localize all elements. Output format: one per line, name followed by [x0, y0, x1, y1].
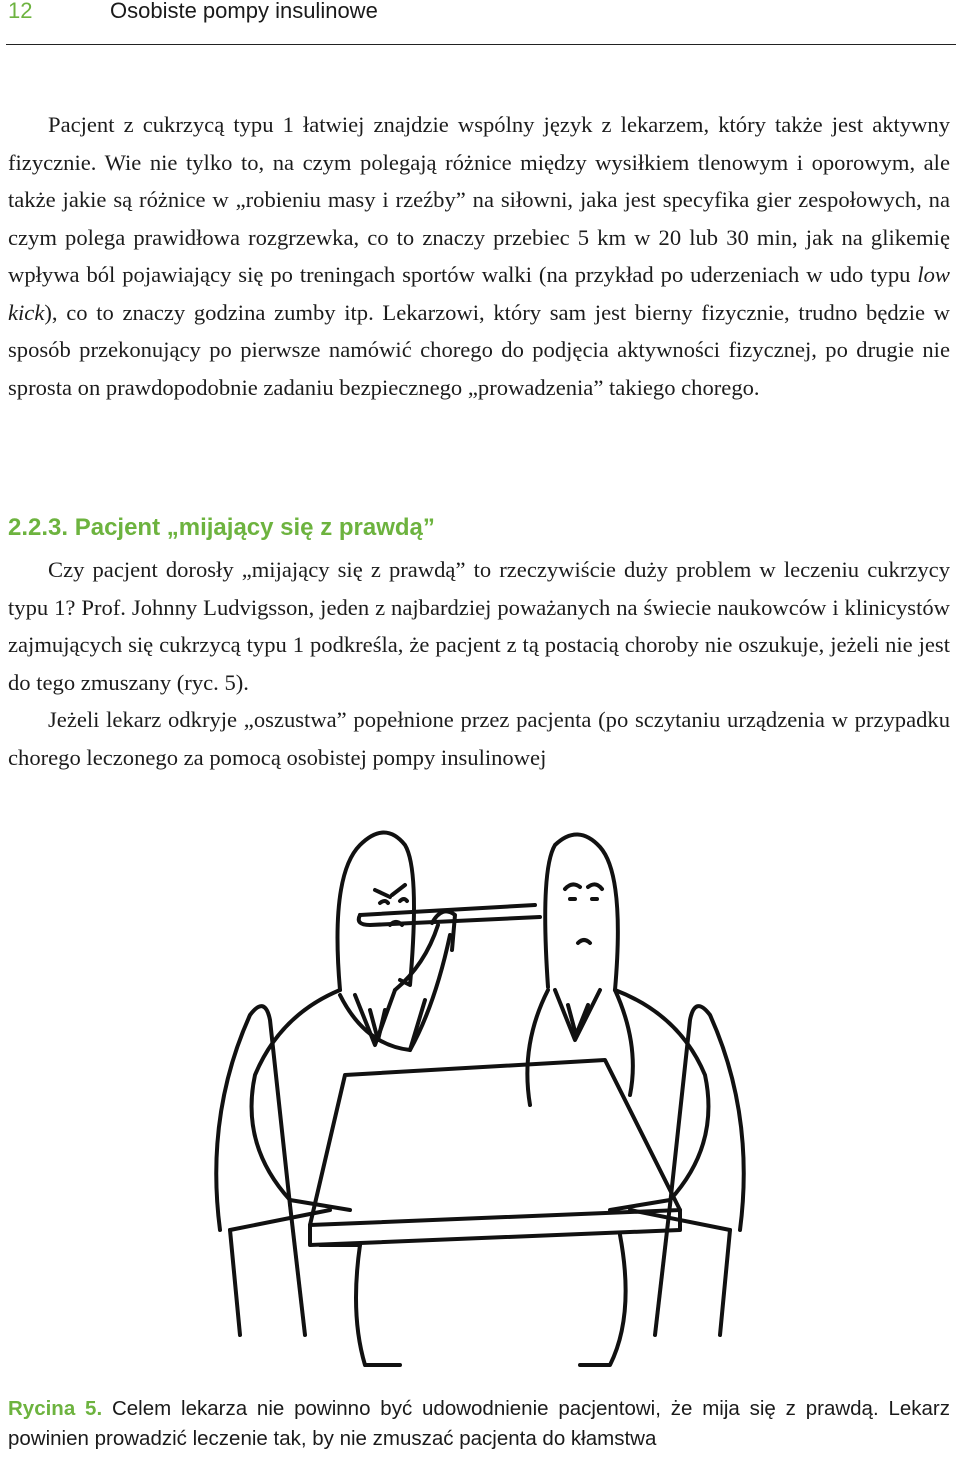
right-figure	[359, 834, 709, 1210]
right-chair	[630, 1006, 744, 1335]
figure-illustration	[210, 815, 750, 1375]
left-figure	[252, 833, 455, 1211]
caption-text: Celem lekarza nie powinno być udowodnienie pacjentowi, że mija się z prawdą. Lekarz powinien prowadzić leczenie tak, by nie zmuszać pacjenta do kłamstwa	[8, 1397, 950, 1450]
paragraph-1-italic: low kick	[8, 262, 950, 325]
page-number: 12	[8, 0, 33, 23]
paragraph-1	[8, 106, 950, 406]
table	[310, 1060, 680, 1365]
figure-caption	[8, 1394, 950, 1454]
paragraph-2: Czy pacjent dorosły „mijający się z prawdą” to rzeczywiście duży problem w leczeniu cukrzycy typu 1? Prof. Johnny Ludvigsson, jeden z najbardziej poważanych na świecie naukowców i klinicystów zajmujących się cukrzycą typu 1 podkreśla, że pacjent z tą postacią choroby nie oszukuje, jeżeli nie jest do tego zmuszany (ryc. 5).	[8, 557, 950, 695]
header-rule	[6, 44, 956, 45]
paragraph-1-text-a: Pacjent z cukrzycą typu 1 łatwiej znajdzie wspólny język z lekarzem, który także jest aktywny fizycznie. Wie nie tylko to, na czym polegają różnice między wysiłkiem tlenowym i oporowym, ale także jakie są różnice w „robieniu masy i rzeźby” na siłowni, jaka jest specyfika gier zespołowych, na czym polega prawidłowa rozgrzewka, co to znaczy przebiec 5 km w 20 lub 30 min, jak na glikemię wpływa ból pojawiający się po treningach sportów walki (na przykład po uderzeniach w udo typu	[8, 112, 950, 287]
paragraph-1-text-b: ), co to znaczy godzina zumby itp. Lekarzowi, który sam jest bierny fizycznie, trudno będzie w sposób przekonujący po pierwsze namówić chorego do podjęcia aktywności fizycznej, po drugie nie sprosta on prawdopodobnie zadaniu bezpiecznego „prowadzenia” takiego chorego.	[8, 299, 950, 400]
caption-label: Rycina 5.	[8, 1397, 103, 1420]
section-heading: 2.2.3. Pacjent „mijający się z prawdą”	[8, 514, 435, 541]
left-chair	[216, 1006, 330, 1335]
running-title: Osobiste pompy insulinowe	[110, 0, 378, 23]
section-body	[8, 551, 950, 776]
paragraph-3: Jeżeli lekarz odkryje „oszustwa” popełnione przez pacjenta (po sczytaniu urządzenia w przypadku chorego leczonego za pomocą osobistej pompy insulinowej	[8, 707, 950, 770]
page-header	[0, 0, 960, 46]
